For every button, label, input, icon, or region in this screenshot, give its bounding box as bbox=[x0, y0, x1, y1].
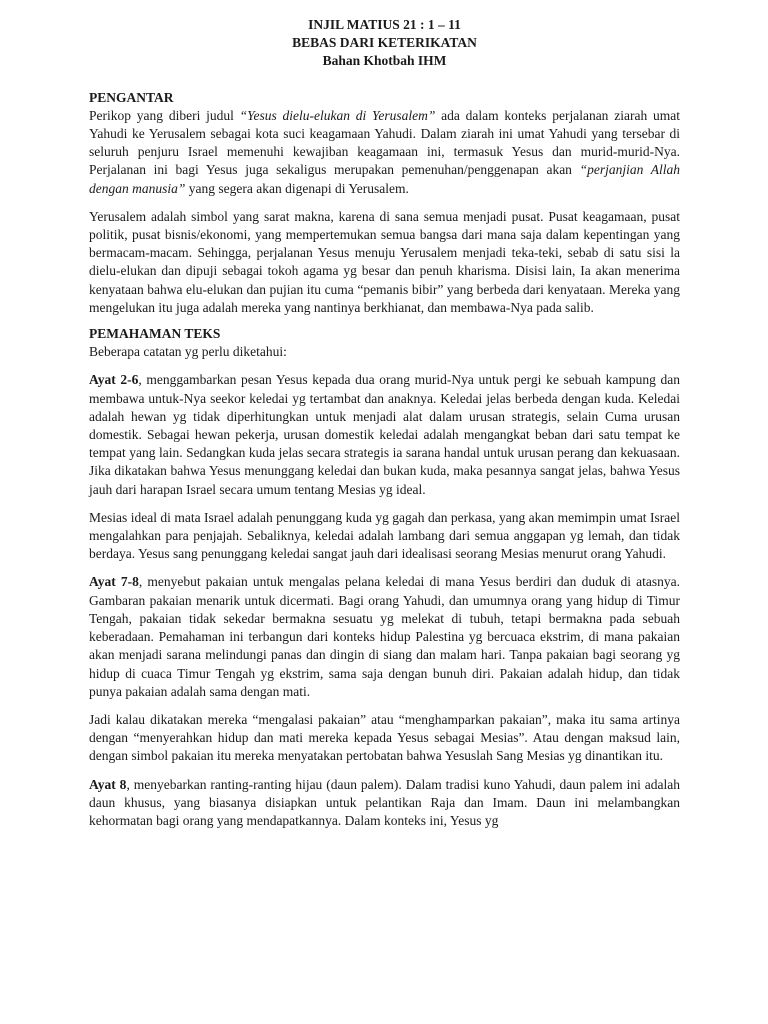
text-run: , menyebarkan ranting-ranting hijau (daun palem). Dalam tradisi kuno Yahudi, daun palem ini adalah daun khusus, yang biasanya disiapkan untuk pelantikan Raja dan Imam. Daun ini melambangkan kehormatan bagi orang yang mendapatkannya. Dalam konteks ini, Yesus yg bbox=[89, 776, 680, 828]
verse-label: Ayat 2-6 bbox=[89, 372, 139, 388]
pemahaman-paragraph-5 bbox=[89, 776, 680, 831]
pengantar-paragraph-2: Yerusalem adalah simbol yang sarat makna, karena di sana semua menjadi pusat. Pusat keagamaan, pusat politik, pusat bisnis/ekonomi, yang mempertemukan semua bangsa dari mana saja dalam kepentingan yang bermacam-macam. Sehingga, perjalanan Yesus menuju Yerusalem menjadi teka-teki, sebab di satu sisi la dielu-elukan dan dipuji sebagai tokoh agama yg besar dan penuh kharisma. Disisi lain, Ia akan menerima kenyataan bahwa elu-elukan dan pujian itu cuma “pemanis bibir” yang berbeda dari kenyataan. Mereka yang mengelukan itu juga adalah mereka yang nantinya berkhianat, dan membawa-Nya pada salib. bbox=[89, 208, 680, 315]
verse-label: Ayat 8 bbox=[89, 776, 127, 792]
pengantar-paragraph-1 bbox=[89, 107, 680, 198]
document-header bbox=[89, 16, 680, 71]
verse-label: Ayat 7-8 bbox=[89, 574, 139, 590]
italic-quote: “Yesus dielu-elukan di Yerusalem” bbox=[239, 107, 436, 123]
header-source: Bahan Khotbah IHM bbox=[322, 53, 447, 69]
text-run: ada dalam konteks perjalanan ziarah umat Yahudi ke Yerusalem sebagai kota suci keagamaan Yahudi. Dalam ziarah ini umat Yahudi yang tersebar di seluruh penjuru Israel memenuhi kewajiban keagamaan ini, termasuk Yesus dan murid-murid-Nya. Perjalanan ini bagi Yesus juga sekaligus merupakan pemenuhan/penggenapan akan bbox=[89, 107, 680, 178]
header-title: INJIL MATIUS 21 : 1 – 11 bbox=[308, 17, 461, 32]
pemahaman-paragraph-3 bbox=[89, 573, 680, 700]
italic-quote: “perjanjian Allah dengan manusia” bbox=[89, 162, 681, 196]
section-title-pemahaman: PEMAHAMAN TEKS bbox=[89, 326, 221, 342]
text-run: , menyebut pakaian untuk mengalas pelana keledai di mana Yesus berdiri dan duduk di atasnya. Gambaran pakaian menarik untuk dicermati. Bagi orang Yahudi, dan umumnya orang yang hidup di Timur Tengah, pakaian tidak sekedar bermakna sesuatu yg melekat di tubuh, tetapi bermakna pada sebuah keberadaan. Pemahaman ini terbangun dari konteks hidup Palestina yg bercuaca ekstrim, di mana pakaian akan menjadi sarana melindungi panas dan dingin di siang dan malam hari. Tanpa pakaian bagi seorang yg hidup di cuaca Timur Tengah yg ekstrim, sama saja dengan bunuh diri. Pakaian adalah hidup, dan tidak punya pakaian adalah sama dengan mati. bbox=[89, 574, 680, 699]
text-run: Perikop yang diberi judul bbox=[89, 107, 240, 123]
section-title-pengantar: PENGANTAR bbox=[89, 89, 174, 105]
header-subtitle: BEBAS DARI KETERIKATAN bbox=[292, 35, 477, 51]
pemahaman-paragraph-1 bbox=[89, 371, 680, 498]
document-page bbox=[89, 16, 680, 830]
pemahaman-paragraph-4: Jadi kalau dikatakan mereka “mengalasi pakaian” atau “menghamparkan pakaian”, maka itu sama artinya dengan “menyerahkan hidup dan mati mereka kepada Yesus sebagai Mesias”. Atau dengan maksud lain, dengan simbol pakaian itu mereka menyatakan pertobatan bahwa Yesuslah Sang Mesias yg dinantikan itu. bbox=[89, 711, 680, 764]
text-run: , menggambarkan pesan Yesus kepada dua orang murid-Nya untuk pergi ke sebuah kampung dan membawa untuk-Nya seekor keledai yg tertambat dan anaknya. Keledai jelas berbeda dengan kuda. Keledai adalah hewan yg tidak diperhitungkan untuk menjadi alat dalam urusan strategis, selain Cuma urusan domestik. Sebagai hewan pekerja, urusan domestik keledai adalah mengangkat beban dari satu tempat ke tempat yang lain. Sedangkan kuda jelas secara strategis ia sarana handal untuk urusan perang dan kekuasaan. Jika dikatakan bahwa Yesus menunggang keledai dan bukan kuda, maka pesannya sangat jelas, bahwa Yesus jauh dari harapan Israel secara umum tentang Mesias yg ideal. bbox=[89, 372, 680, 497]
pemahaman-intro: Beberapa catatan yg perlu diketahui: bbox=[89, 344, 287, 360]
text-run: yang segera akan digenapi di Yerusalem. bbox=[185, 180, 409, 196]
pemahaman-paragraph-2: Mesias ideal di mata Israel adalah penunggang kuda yg gagah dan perkasa, yang akan memimpin umat Israel mengalahkan para penjajah. Sebaliknya, keledai adalah lambang dari semua anggapan yg lemah, dan tidak berdaya. Yesus sang penunggang keledai sangat jauh dari idealisasi seorang Mesias menurut orang Yahudi. bbox=[89, 509, 680, 562]
